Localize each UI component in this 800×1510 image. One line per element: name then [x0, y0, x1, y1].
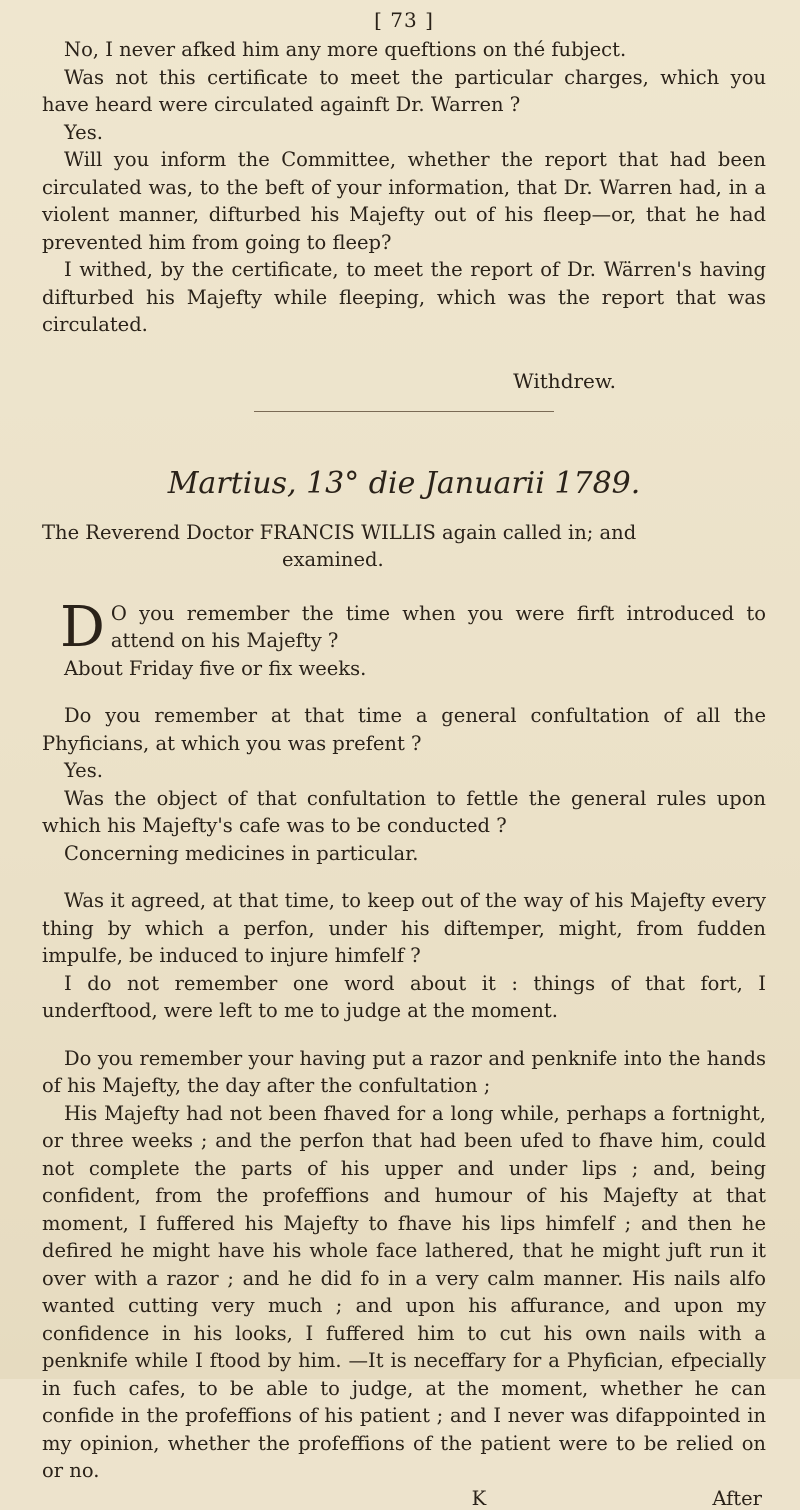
answer-paragraph: Yes. [64, 759, 103, 782]
dateline: Martius, 13° die Januarii 1789. [167, 465, 641, 501]
section-divider [254, 411, 554, 412]
answer-paragraph: His Majefty had not been fhaved for a long while, perhaps a fortnight, or three weeks ; and the perfon that had been ufed to fhave him, could not complete the parts of his upper and under lips ; and, being confident, from the profeffions and humour of his Majefty at that moment, I fuffered his Majefty to fhave his lips himfelf ; and then he defired he might have his whole face lathered, that he might juft run it over with a razor ; and he did fo in a very calm manner. His nails alfo wanted cutting very much ; and upon his affurance, and upon my confidence in his looks, I fuffered him to cut his own nails with a penknife while I ftood by him. —It is neceffary for a Phyfician, efpecially in fuch cafes, to be able to judge, at the moment, whether he can confide in the profeffions of his patient ; and I never was difappointed in my opinion, whether the profeffions of the patient were to be relied on or no. [42, 1101, 766, 1482]
catchword: After [712, 1486, 762, 1510]
question-text: O you remember the time when you were firft introduced to attend on his Majefty ? [110, 601, 766, 652]
signature-mark: K [471, 1486, 487, 1510]
heading-line-1: The Reverend Doctor FRANCIS WILLIS again called in; and [42, 520, 637, 544]
withdrew-note: Withdrew. [513, 368, 616, 393]
question-paragraph: Was the object of that confultation to fettle the general rules upon which his Majefty's cafe was to be conducted ? [42, 786, 766, 837]
answer-paragraph: Concerning medicines in particular. [64, 841, 419, 865]
question-paragraph: Was not this certificate to meet the particular charges, which you have heard were circulated againft Dr. Warren ? [42, 65, 766, 116]
answer-paragraph: I withed, by the certificate, to meet the report of Dr. Wärren's having difturbed his Majefty while fleeping, which was the report that was circulated. [42, 258, 766, 336]
question-paragraph: Do you remember at that time a general confultation of all the Phyficians, at which you was prefent ? [42, 704, 766, 755]
question-paragraph: Was it agreed, at that time, to keep out of the way of his Majefty every thing by which a perfon, under his diftemper, might, from fudden impulfe, be induced to injure himfelf ? [42, 889, 766, 967]
answer-paragraph: Yes. [64, 120, 103, 144]
witness-heading [42, 519, 766, 574]
question-paragraph: Will you inform the Committee, whether the report that had been circulated was, to the beft of your information, that Dr. Warren had, in a violent manner, difturbed his Majefty out of his fleep—or, that he had prevented him from going to fleep? [42, 148, 766, 254]
question-paragraph [42, 594, 766, 660]
answer-paragraph: About Friday five or fix weeks. [64, 656, 367, 680]
page-number: [ 73 ] [374, 8, 434, 32]
answer-paragraph: No, I never afked him any more queftions on thé fubject. [64, 38, 627, 61]
heading-line-2: examined. [282, 548, 384, 571]
question-paragraph: Do you remember your having put a razor and penknife into the hands of his Majefty, the day after the confultation ; [42, 1046, 766, 1097]
drop-cap: D [60, 594, 105, 660]
catchword-line [42, 1487, 766, 1510]
answer-paragraph: I do not remember one word about it : things of that fort, I underftood, were left to me to judge at the moment. [42, 971, 766, 1022]
